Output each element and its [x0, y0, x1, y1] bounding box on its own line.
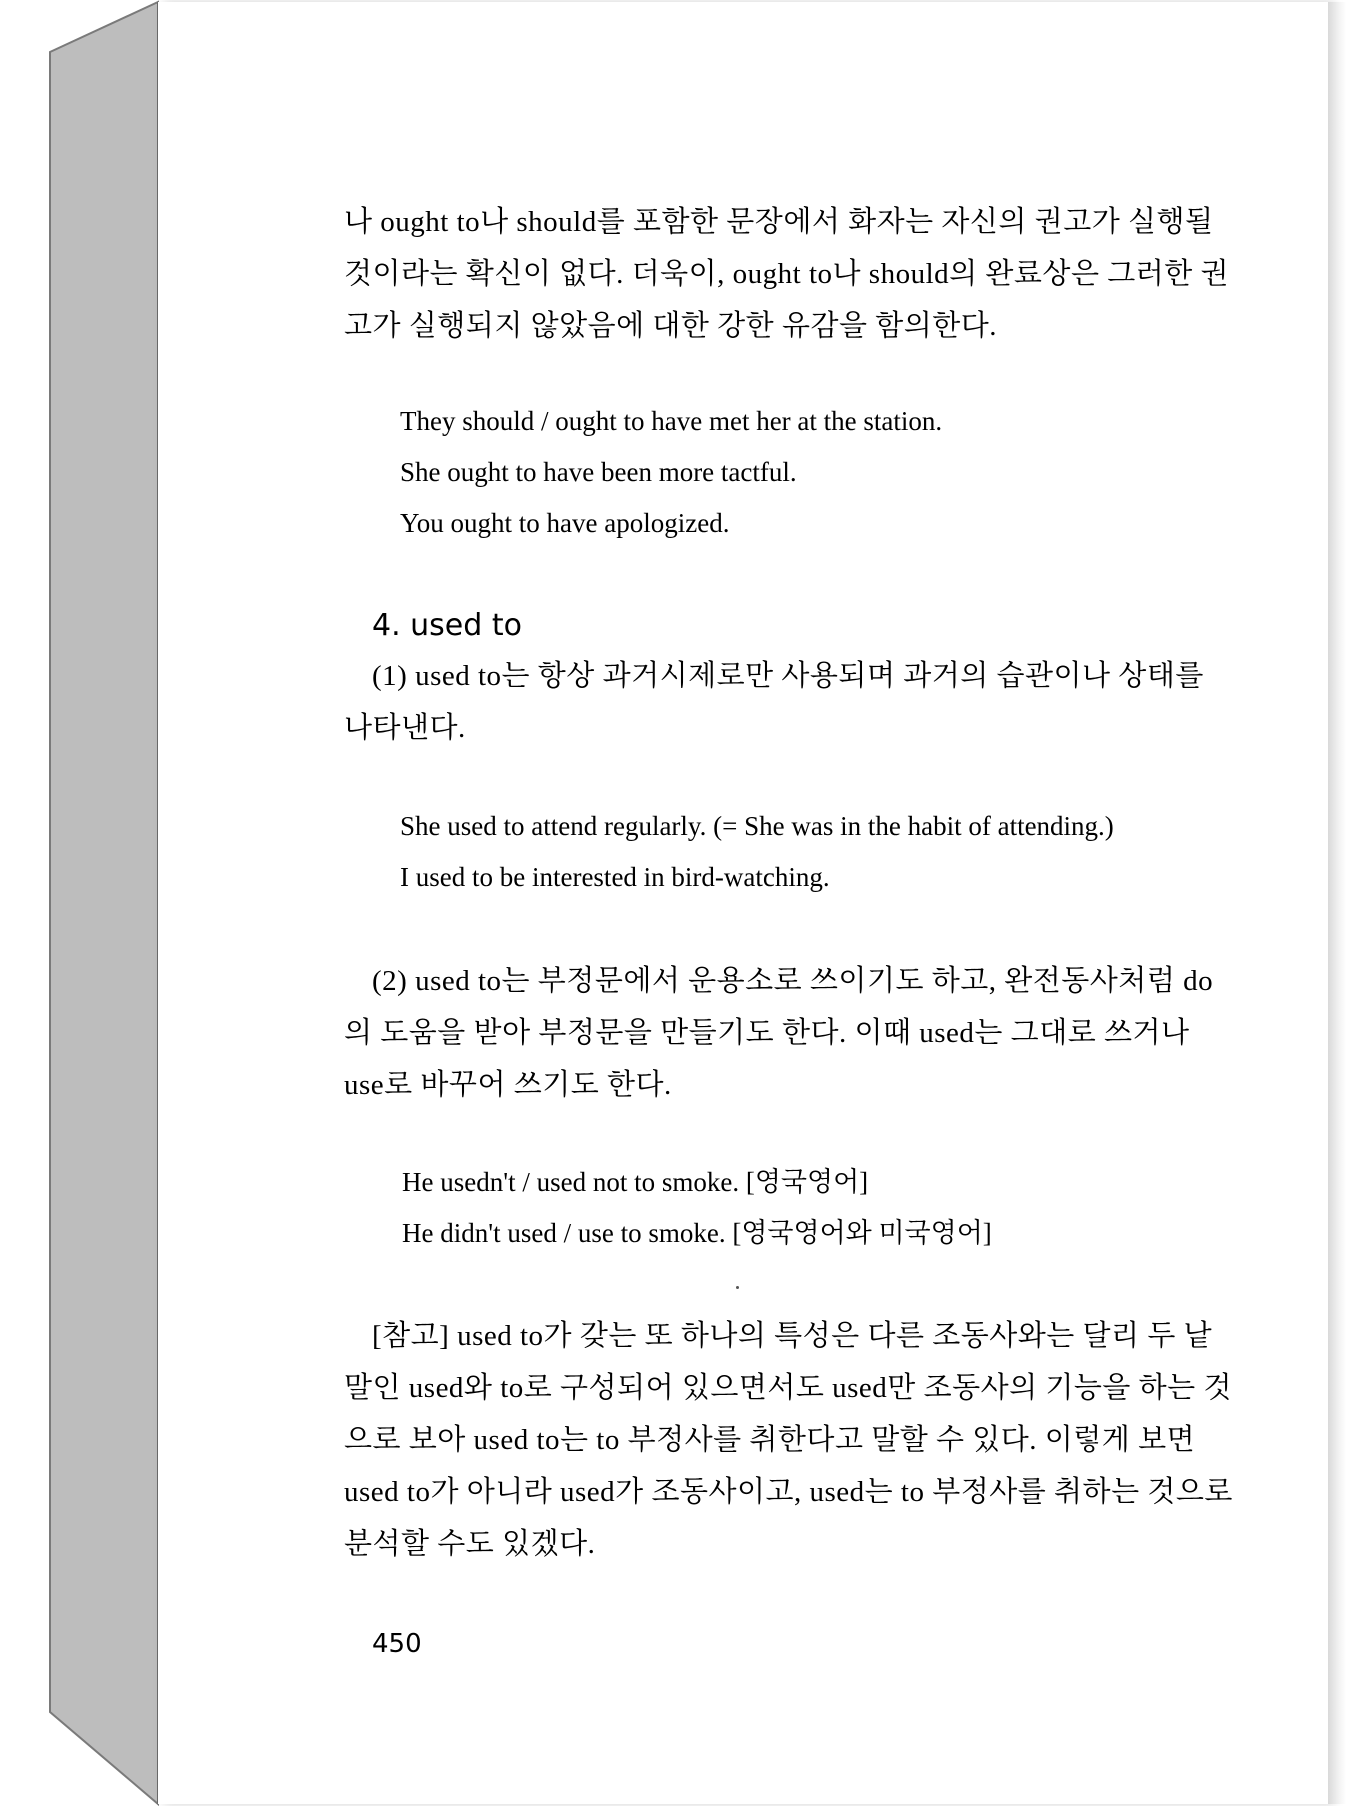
example-sentence: I used to be interested in bird-watching. [400, 862, 830, 892]
examples-used-to [400, 801, 1114, 903]
text-line: use로 바꾸어 쓰기도 한다. [344, 1069, 672, 1101]
text-line: 의 도움을 받아 부정문을 만들기도 한다. 이때 used는 그대로 쓰거나 [344, 1017, 1190, 1049]
example-sentence: She used to attend regularly. (= She was in the habit of attending.) [400, 811, 1114, 841]
example-sentence: They should / ought to have met her at the station. [400, 406, 943, 436]
text-line: used to가 아니라 used가 조동사이고, used는 to 부정사를 취하는 것으로 [344, 1476, 1233, 1508]
section-heading-used-to: 4. used to [372, 608, 522, 643]
text-line: 것이라는 확신이 없다. 더욱이, ought to나 should의 완료상은 그러한 권 [344, 258, 1230, 290]
example-sentence: He didn't used / use to smoke. [영국영어와 미국영어] [402, 1218, 992, 1248]
text-line: [참고] used to가 갖는 또 하나의 특성은 다른 조동사와는 달리 두 낱 [372, 1320, 1213, 1352]
example-sentence: You ought to have apologized. [400, 508, 730, 538]
paragraph-used-to-2 [344, 955, 1242, 1111]
text-line: 분석할 수도 있겠다. [344, 1528, 596, 1560]
example-sentence: She ought to have been more tactful. [400, 457, 797, 487]
text-line: (2) used to는 부정문에서 운용소로 쓰이기도 하고, 완전동사처럼 do [372, 965, 1214, 997]
text-line: (1) used to는 항상 과거시제로만 사용되며 과거의 습관이나 상태를 [372, 660, 1204, 692]
page-number: 450 [372, 1629, 422, 1659]
examples-should-ought-to [400, 396, 942, 549]
stray-mark [736, 1286, 739, 1289]
paragraph-note [344, 1310, 1242, 1570]
text-line: 나타낸다. [344, 712, 466, 744]
paragraph-ought-to-should [344, 196, 1244, 352]
example-sentence: He usedn't / used not to smoke. [영국영어] [402, 1167, 869, 1197]
text-line: 고가 실행되지 않았음에 대한 강한 유감을 함의한다. [344, 310, 998, 342]
text-line: 으로 보아 used to는 to 부정사를 취한다고 말할 수 있다. 이렇게 보면 [344, 1424, 1196, 1456]
paragraph-used-to-1 [344, 650, 1242, 754]
page-edge-shadow [1328, 2, 1346, 1804]
text-line: 나 ought to나 should를 포함한 문장에서 화자는 자신의 권고가 실행될 [344, 206, 1214, 238]
examples-negative-used-to [402, 1157, 992, 1259]
text-line: 말인 used와 to로 구성되어 있으면서도 used만 조동사의 기능을 하는 것 [344, 1372, 1232, 1404]
